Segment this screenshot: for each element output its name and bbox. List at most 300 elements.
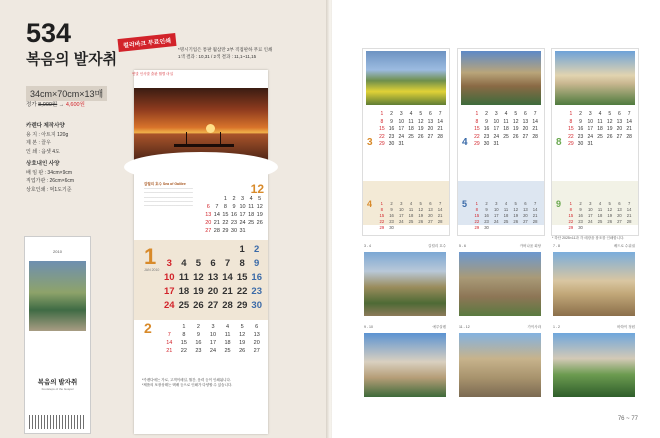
product-number: 534: [26, 18, 72, 48]
day-cell: 17: [493, 213, 499, 218]
day-cell: 1: [182, 324, 186, 330]
day-cell: 9: [254, 258, 260, 269]
day-cell: 14: [532, 207, 538, 212]
photo-5: 11 - 12 가이사랴: [459, 333, 541, 397]
day-cell: 26: [607, 219, 613, 224]
day-cell: 9: [485, 207, 488, 212]
day-cell: 10: [587, 118, 594, 125]
day-cell: 21: [532, 126, 538, 132]
calendar-footnotes: *카렌다에는 가로, 고객이메일, 월간, 음력 등이 인쇄됩니다. *제품의 포장상태는 택배 등으로 인쇄가 다양할 수 있습니다.: [142, 378, 233, 387]
day-cell: 23: [388, 133, 395, 140]
day-cell: 11: [408, 207, 414, 212]
day-cell: 23: [577, 133, 584, 140]
day-cell: 5: [608, 111, 612, 117]
day-cell: 26: [513, 219, 519, 224]
day-cell: 26: [417, 133, 424, 140]
day-cell: 11: [408, 118, 414, 125]
wall-photo-chapel: [555, 51, 635, 105]
day-cell: 21: [626, 213, 632, 218]
day-cell: 29: [568, 225, 574, 230]
day-cell: 5: [240, 324, 244, 330]
verse-text: 갈릴리 호수 Sea of Galilee ─────────────────────── ─────────────────────── ─────────────────────── ─────────────────────── ───────────────────────: [144, 182, 193, 208]
day-cell: 1: [380, 201, 384, 206]
day-cell: 26: [606, 133, 613, 140]
day-cell: 20: [523, 213, 528, 218]
day-cell: 13: [428, 207, 433, 212]
day-cell: 24: [398, 219, 404, 224]
day-cell: 23: [578, 219, 583, 224]
day-cell: 15: [236, 272, 248, 283]
day-cell: 15: [568, 213, 574, 218]
day-cell: 19: [512, 126, 519, 132]
day-cell: 7: [533, 201, 537, 206]
day-cell: 23: [389, 219, 394, 224]
day-cell: [162, 244, 177, 255]
day-cell: 26: [239, 348, 246, 354]
day-cell: 10: [493, 207, 499, 212]
day-cell: 10: [587, 207, 593, 212]
day-cell: 10: [209, 332, 217, 338]
spec-block-2: 상호내인 사양 배 임 판 : 34cm×9cm 직업가관 : 26cm×6cm 상호인쇄 : 먹1도기준: [26, 161, 75, 193]
day-cell: 11: [597, 207, 603, 212]
day-cell: 15: [474, 213, 480, 218]
day-cell: 20: [616, 126, 623, 132]
day-cell: 20: [253, 340, 260, 346]
day-cell: 17: [239, 212, 246, 218]
photo-4: 9 - 10 예루살렘: [364, 333, 446, 397]
day-cell: 6: [429, 111, 432, 117]
day-cell: 23: [230, 220, 238, 226]
day-cell: 17: [398, 126, 405, 132]
print-notes: *명시기업은 통판 월삼만 2부 직접판하 무료 인쇄 1색 결과 : 10,31 / 2색 결과 : 11,1~11,15: [178, 47, 273, 59]
day-cell: 30: [388, 141, 395, 147]
day-cell: 22: [379, 219, 385, 224]
day-cell: 22: [568, 219, 574, 224]
day-cell: 29: [568, 141, 574, 147]
day-cell: 25: [178, 300, 190, 311]
day-cell: 6: [255, 324, 259, 330]
day-cell: 18: [597, 126, 603, 132]
day-cell: 6: [210, 258, 216, 269]
day-cell: 12: [606, 118, 613, 125]
day-cell: 7: [224, 258, 231, 269]
day-cell: 3: [241, 196, 245, 202]
day-cell: 12: [239, 332, 246, 338]
day-cell: 27: [523, 219, 528, 224]
day-cell: 7: [438, 201, 442, 206]
photo-3: 7 - 8 베드로 수위권: [553, 252, 635, 316]
day-cell: 18: [408, 126, 414, 132]
day-cell: 15: [379, 213, 385, 218]
wall-calendar-1: 3 1 2 3 4 5 6 7 8 9 10 11 12 13 14 15 16 17 18 19 20 21 22 23 24 25 26 27 28 29 30 31 4 1 2 3 4 5 6 7 8 9 10 11 12 13 14 15 16 17 18 19 20 21 22 23 24 25 26 27 28 29 30: [362, 48, 450, 236]
day-cell: 30: [251, 300, 262, 311]
day-cell: 17: [587, 213, 593, 218]
day-cell: 13: [617, 207, 622, 212]
day-cell: 1: [223, 196, 227, 202]
day-cell: [206, 244, 221, 255]
day-cell: 11: [178, 272, 189, 283]
day-cell: 15: [568, 126, 574, 132]
day-cell: 16: [577, 126, 584, 132]
day-cell: 27: [522, 133, 529, 140]
day-cell: 13: [427, 118, 434, 125]
day-cell: 25: [597, 219, 603, 224]
day-cell: 8: [239, 258, 245, 269]
day-cell: 30: [484, 225, 489, 230]
day-cell: 23: [195, 348, 202, 354]
day-cell: 7: [438, 111, 442, 117]
wall-photo-galilee: [366, 51, 446, 105]
day-cell: 12: [193, 272, 204, 283]
day-cell: [255, 228, 264, 234]
day-cell: 6: [618, 111, 621, 117]
day-cell: 24: [239, 220, 246, 226]
calendar-sample: 연말 인사말 출판 월별 마실 갈릴리 호수 Sea of Galilee ─────────────────────── ─────────────────────── ─────────────────────── ─────────────────────── ─────────────────────── 12 1 2 3 4 5 6 7 8 9 10 11 12 13 14 15 16 17 18 19 20 21 22 23 24 25 26 27 28 29 30 31 1 JAN 2010 1 2 3 4 5 6 7 8 9 10 11 12 13 14 15 16 17 18 19 20 21 22 23 24 25 26 27 28 29 30 2 1 2 3 4 5 6 7 8 9 10 11 12 13 14 15 16 17 18 19 20 21 22 23 24 25 26 27 *카렌다에는 가로, 고객이메일, 월간, 음력 등이 인쇄됩니다. *제품의 포장상태는 택배 등으로 인쇄가 다양할 수 있습니다.: [134, 70, 268, 434]
day-cell: 4: [249, 196, 253, 202]
day-cell: 4: [504, 111, 508, 117]
day-cell: 13: [205, 212, 212, 218]
day-cell: 12: [607, 207, 613, 212]
day-cell: 31: [587, 141, 594, 147]
day-cell: 3: [589, 201, 592, 206]
day-cell: 13: [253, 332, 260, 338]
day-cell: 16: [388, 126, 395, 132]
day-cell: 2: [485, 201, 488, 206]
day-cell: 2: [579, 111, 582, 117]
day-cell: 2: [232, 196, 236, 202]
day-cell: 2: [196, 324, 200, 330]
day-cell: 29: [474, 141, 480, 147]
day-cell: 22: [236, 286, 248, 297]
day-cell: 19: [256, 212, 263, 218]
day-cell: 8: [569, 207, 573, 212]
page-number: 76 ~ 77: [617, 416, 638, 422]
day-cell: 20: [428, 213, 433, 218]
day-cell: [220, 244, 235, 255]
day-cell: 17: [209, 340, 217, 346]
day-cell: 28: [626, 219, 632, 224]
day-cell: 19: [607, 213, 613, 218]
day-cell: 22: [180, 348, 187, 354]
day-cell: 4: [504, 201, 508, 206]
day-cell: 16: [484, 213, 489, 218]
day-cell: 16: [251, 272, 262, 283]
month-january: 1 JAN 2010 1 2 3 4 5 6 7 8 9 10 11 12 13 14 15 16 17 18 19 20 21 22 23 24 25 26 27 28 29 30: [134, 240, 268, 320]
day-cell: 3: [588, 111, 592, 117]
day-cell: 3: [211, 324, 215, 330]
day-cell: 27: [427, 133, 434, 140]
day-cell: 21: [437, 213, 443, 218]
day-cell: 14: [626, 207, 632, 212]
day-cell: 28: [532, 133, 538, 140]
day-cell: 1: [475, 111, 479, 117]
day-cell: 25: [224, 348, 231, 354]
day-cell: 22: [474, 219, 480, 224]
day-cell: 24: [163, 300, 175, 311]
day-cell: 2: [485, 111, 488, 117]
day-cell: 30: [389, 225, 394, 230]
day-cell: 19: [606, 126, 613, 132]
shop-note: * 하단 2025×11과 각 매장을 참조를 인쇄합니다.: [552, 236, 625, 240]
day-cell: 5: [514, 201, 517, 206]
day-cell: 30: [578, 225, 583, 230]
day-cell: 20: [207, 286, 219, 297]
day-cell: 11: [224, 332, 231, 338]
day-cell: 11: [503, 207, 509, 212]
day-cell: 10: [493, 118, 500, 125]
day-cell: 2: [579, 201, 582, 206]
day-cell: 16: [483, 126, 490, 132]
day-cell: 2: [390, 111, 393, 117]
day-cell: 11: [248, 204, 254, 210]
day-cell: 28: [437, 133, 443, 140]
day-cell: 15: [180, 340, 187, 346]
day-cell: 9: [579, 118, 582, 125]
day-cell: 23: [251, 286, 262, 297]
day-cell: 18: [408, 213, 414, 218]
day-cell: [177, 244, 192, 255]
day-cell: 26: [512, 133, 519, 140]
day-cell: 21: [222, 286, 233, 297]
day-cell: [247, 228, 256, 234]
day-cell: 25: [503, 219, 509, 224]
day-cell: 7: [627, 111, 631, 117]
day-cell: 24: [398, 133, 405, 140]
month-december: 12 1 2 3 4 5 6 7 8 9 10 11 12 13 14 15 16 17 18 19 20 21 22 23 24 25 26 27 28 29 30 31: [205, 182, 264, 234]
day-cell: 8: [475, 118, 479, 125]
day-cell: 18: [597, 213, 603, 218]
day-cell: 4: [181, 258, 187, 269]
photo-6: 1 - 2 바하이 정원: [553, 333, 635, 397]
product-price: 정가 8,000원 → 4,600원: [26, 102, 85, 108]
day-cell: 10: [398, 118, 405, 125]
day-cell: 3: [166, 258, 172, 269]
day-cell: 19: [193, 286, 204, 297]
day-cell: 28: [213, 228, 220, 234]
day-cell: 12: [256, 204, 263, 210]
day-cell: 14: [437, 207, 443, 212]
day-cell: 18: [224, 340, 231, 346]
day-cell: 8: [182, 332, 186, 338]
day-cell: 4: [598, 111, 602, 117]
day-cell: 6: [429, 201, 432, 206]
left-page: [0, 0, 328, 438]
product-thumbnail: 2010 복음의 발자취 Footsteps of the Gospel: [24, 236, 91, 434]
day-cell: 7: [533, 111, 537, 117]
day-cell: 30: [483, 141, 490, 147]
day-cell: 20: [427, 126, 434, 132]
day-cell: 26: [193, 300, 204, 311]
wall-calendar-3: 8 1 2 3 4 5 6 7 8 9 10 11 12 13 14 15 16 17 18 19 20 21 22 23 24 25 26 27 28 29 30 31 9 1 2 3 4 5 6 7 8 9 10 11 12 13 14 15 16 17 18 19 20 21 22 23 24 25 26 27 28 29 30: [551, 48, 639, 236]
day-cell: 15: [474, 126, 480, 132]
day-cell: 15: [379, 126, 385, 132]
day-cell: 18: [503, 213, 509, 218]
sunset-photo: [134, 88, 268, 160]
day-cell: 29: [379, 141, 385, 147]
day-cell: 18: [503, 126, 509, 132]
day-cell: 25: [503, 133, 509, 140]
spec-block-1: 카렌다 제작사양 용 지 : 아트지 120g 제 본 : 끌우 인 쇄 : 옵셋 4도: [26, 123, 69, 155]
day-cell: 18: [248, 212, 255, 218]
day-cell: 20: [205, 220, 212, 226]
day-cell: 21: [213, 220, 220, 226]
day-cell: 6: [524, 111, 527, 117]
day-cell: 27: [617, 219, 622, 224]
day-cell: 25: [408, 219, 414, 224]
day-cell: 25: [597, 133, 603, 140]
day-cell: 22: [379, 133, 385, 140]
day-cell: 12: [512, 118, 519, 125]
day-cell: 22: [222, 220, 229, 226]
day-cell: 6: [618, 201, 621, 206]
day-cell: 7: [167, 332, 171, 338]
day-cell: 22: [568, 133, 574, 140]
day-cell: 5: [419, 111, 423, 117]
day-cell: 13: [207, 272, 219, 283]
day-cell: 10: [398, 207, 404, 212]
day-cell: 17: [587, 126, 594, 132]
day-cell: 21: [532, 213, 538, 218]
day-cell: 3: [495, 201, 498, 206]
day-cell: 12: [513, 207, 519, 212]
thumbnail-photo: [29, 261, 86, 331]
day-cell: 8: [380, 207, 384, 212]
day-cell: 15: [222, 212, 229, 218]
day-cell: 18: [178, 286, 190, 297]
day-cell: 13: [523, 207, 528, 212]
day-cell: 17: [163, 286, 175, 297]
day-cell: 27: [207, 300, 219, 311]
day-cell: 21: [626, 126, 632, 132]
day-cell: 31: [493, 141, 500, 147]
day-cell: 9: [390, 207, 393, 212]
day-cell: 8: [223, 204, 227, 210]
day-cell: 27: [253, 348, 260, 354]
day-cell: 22: [474, 133, 480, 140]
day-cell: 30: [577, 141, 584, 147]
day-cell: 17: [493, 126, 500, 132]
day-cell: 17: [398, 213, 404, 218]
photo-1: 3 - 4 갈릴리 호수: [364, 252, 446, 316]
day-cell: 10: [239, 204, 246, 210]
day-cell: 25: [248, 220, 255, 226]
day-cell: 6: [206, 204, 210, 210]
day-cell: 13: [616, 118, 623, 125]
day-cell: 26: [418, 219, 424, 224]
day-cell: 19: [239, 340, 246, 346]
day-cell: 14: [166, 340, 173, 346]
day-cell: [191, 244, 206, 255]
day-cell: 23: [483, 133, 490, 140]
day-cell: 1: [475, 201, 479, 206]
day-cell: 27: [428, 219, 433, 224]
day-cell: 7: [215, 204, 219, 210]
day-cell: 4: [226, 324, 230, 330]
day-cell: 24: [209, 348, 217, 354]
day-cell: 1: [239, 244, 245, 255]
day-cell: 1: [569, 201, 573, 206]
day-cell: 3: [399, 111, 403, 117]
day-cell: [162, 324, 177, 330]
day-cell: 1: [569, 111, 573, 117]
day-cell: 5: [258, 196, 262, 202]
day-cell: 16: [578, 213, 583, 218]
day-cell: 2: [390, 201, 393, 206]
day-cell: 8: [475, 207, 479, 212]
day-cell: 24: [493, 219, 499, 224]
day-cell: 28: [532, 219, 538, 224]
day-cell: 29: [379, 225, 385, 230]
day-cell: 31: [239, 228, 246, 234]
day-cell: 16: [389, 213, 394, 218]
day-cell: 1: [380, 111, 384, 117]
day-cell: 12: [417, 118, 424, 125]
day-cell: 12: [418, 207, 424, 212]
day-cell: 9: [232, 204, 236, 210]
day-cell: 19: [513, 213, 519, 218]
day-cell: 9: [579, 207, 582, 212]
day-cell: 4: [598, 201, 602, 206]
day-cell: 28: [437, 219, 443, 224]
day-cell: 4: [409, 111, 413, 117]
day-cell: 8: [569, 118, 573, 125]
day-cell: 28: [626, 133, 632, 140]
day-cell: 14: [222, 272, 233, 283]
day-cell: 14: [437, 118, 443, 125]
day-cell: 13: [522, 118, 529, 125]
thumbnail-footer: [29, 415, 86, 429]
day-cell: 26: [256, 220, 263, 226]
day-cell: 14: [213, 212, 220, 218]
day-cell: [213, 196, 222, 202]
day-cell: 5: [514, 111, 518, 117]
day-cell: 24: [587, 219, 593, 224]
day-cell: 5: [195, 258, 202, 269]
day-cell: 19: [418, 213, 424, 218]
day-cell: 5: [608, 201, 611, 206]
wall-calendar-2: 4 1 2 3 4 5 6 7 8 9 10 11 12 13 14 15 16 17 18 19 20 21 22 23 24 25 26 27 28 29 30 31 5 1 2 3 4 5 6 7 8 9 10 11 12 13 14 15 16 17 18 19 20 21 22 23 24 25 26 27 28 29 30: [457, 48, 545, 236]
day-cell: [204, 196, 213, 202]
day-cell: 2: [254, 244, 260, 255]
product-title: 복음의 발자취: [26, 51, 118, 68]
day-cell: 16: [195, 340, 202, 346]
day-cell: 9: [196, 332, 200, 338]
day-cell: 24: [493, 133, 500, 140]
day-cell: 31: [398, 141, 405, 147]
day-cell: 4: [409, 201, 413, 206]
day-cell: 29: [236, 300, 248, 311]
day-cell: 29: [222, 228, 229, 234]
day-cell: 11: [597, 118, 603, 125]
photo-2: 5 - 6 카버나움 회당: [459, 252, 541, 316]
day-cell: 3: [494, 111, 498, 117]
day-cell: 21: [437, 126, 443, 132]
day-cell: 23: [484, 219, 489, 224]
free-print-badge: 컬러바크 무료인쇄: [117, 33, 176, 52]
day-cell: 7: [627, 201, 631, 206]
day-cell: 28: [222, 300, 233, 311]
month-february: 2 1 2 3 4 5 6 7 8 9 10 11 12 13 14 15 16 17 18 19 20 21 22 23 24 25 26 27: [134, 320, 268, 370]
day-cell: 9: [390, 118, 393, 125]
day-cell: 5: [419, 201, 422, 206]
day-cell: 16: [230, 212, 238, 218]
day-cell: 9: [485, 118, 488, 125]
day-cell: 10: [163, 272, 175, 283]
day-cell: 14: [532, 118, 538, 125]
day-cell: 3: [400, 201, 403, 206]
day-cell: 8: [380, 118, 384, 125]
day-cell: 25: [408, 133, 414, 140]
